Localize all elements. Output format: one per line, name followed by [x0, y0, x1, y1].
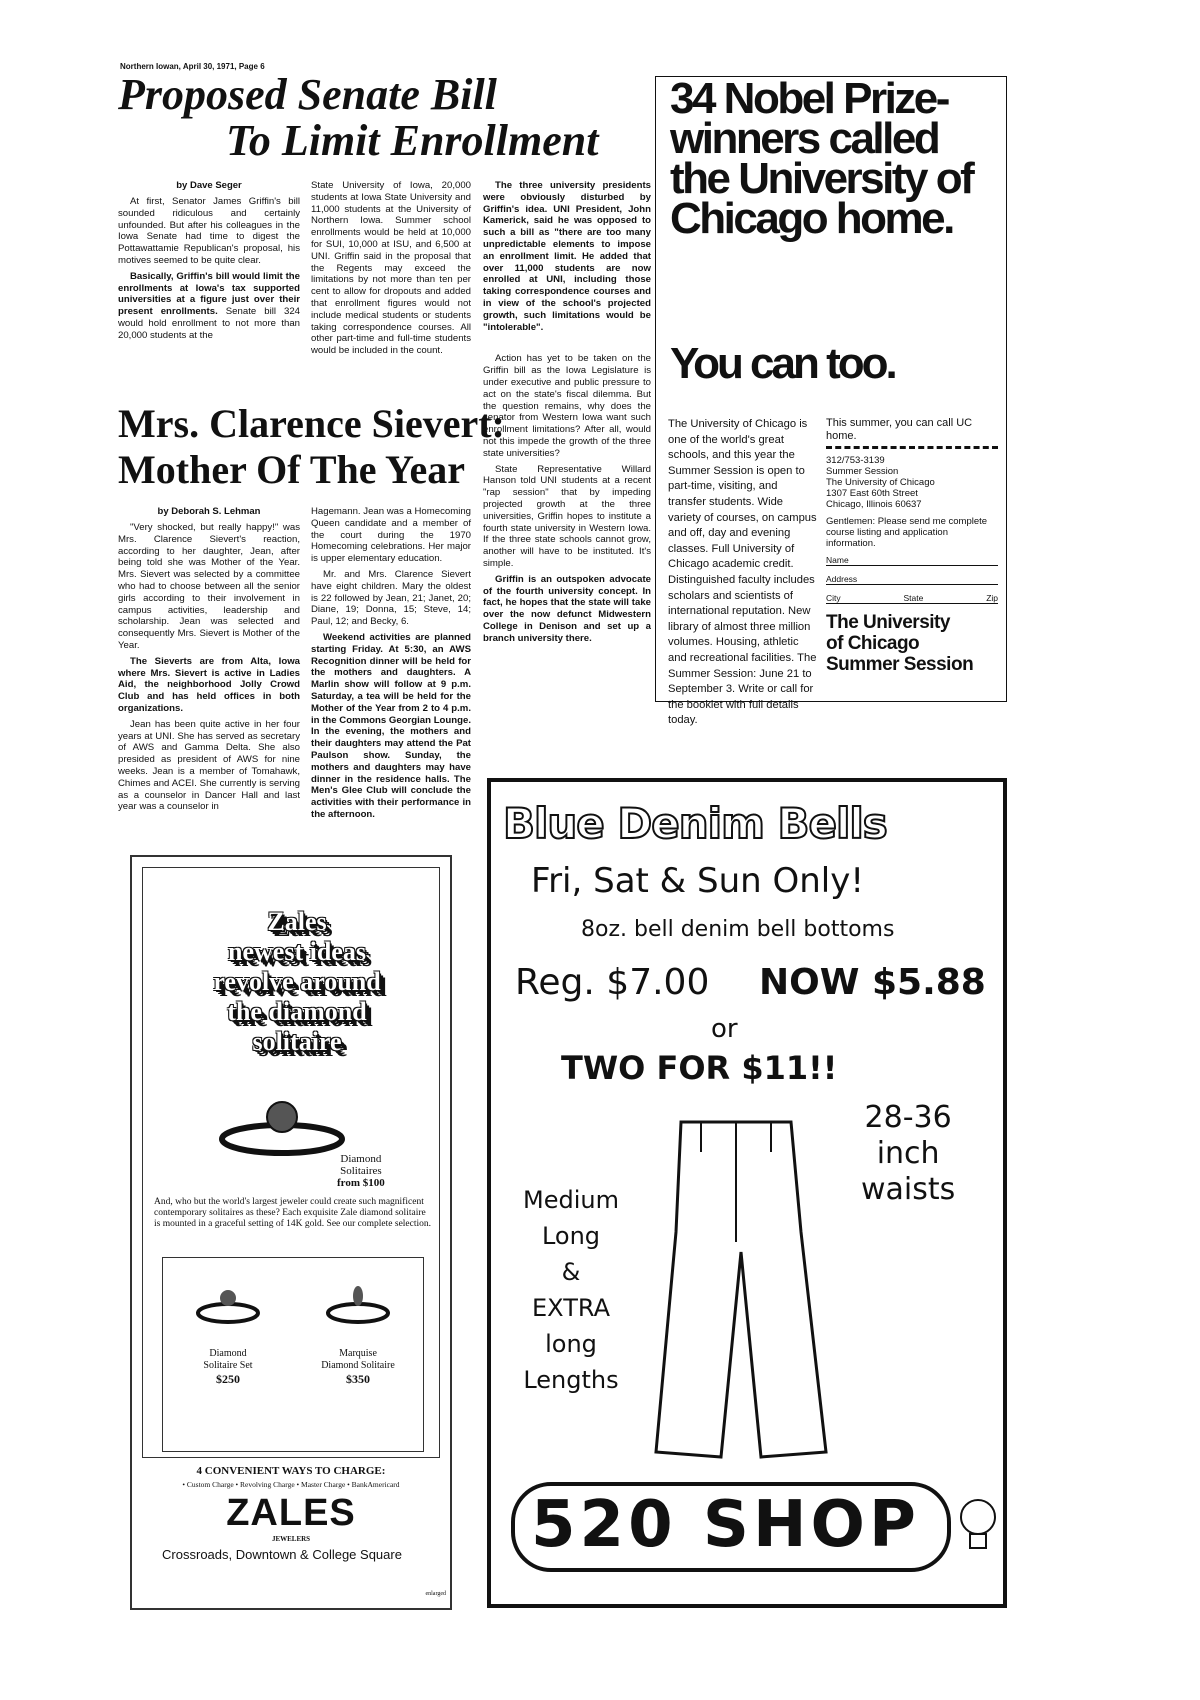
zales-ad	[130, 855, 452, 1610]
blue-denim-bells-ad	[487, 778, 1007, 1608]
item2: Marquise Diamond Solitaire $350	[321, 1348, 395, 1386]
denim-or: or	[711, 1014, 738, 1044]
address-line: 1307 East 60th Street	[826, 488, 918, 499]
address-line: Summer Session	[826, 466, 899, 477]
university-of-chicago-ad	[655, 74, 1007, 727]
two-for-price: TWO FOR $11!!	[561, 1049, 838, 1087]
ring-set-icon	[193, 1278, 263, 1328]
address-line: Chicago, Illinois 60637	[826, 499, 922, 510]
headline2-line1: Mrs. Clarence Sievert:	[118, 401, 505, 446]
coupon-divider	[826, 446, 998, 449]
article2-column2	[311, 506, 471, 825]
paragraph: Hagemann. Jean was a Homecoming Queen candidate and a member of the court during the 1970 Homecoming celebrations. Her major is upper elementary education.	[311, 506, 471, 565]
paragraph: Weekend activities are planned starting Friday. At 5:30, an AWS Recognition dinner will be held for the mothers and daughters. A Marlin show will follow at 9 p.m. Saturday, a tea will be held for the Mother of the Year from 2 to 4 p.m. in the Commons Georgian Lounge. In the evening, the mothers and their daughters may attend the Pat Paulson show. Sunday, the mothers and daughters may have dinner in the residence halls. The Men's Glee Club will conclude the activities with their performance in the afternoon.	[311, 631, 471, 820]
lightbulb-icon	[956, 1492, 1001, 1562]
ad-coupon	[826, 417, 998, 675]
paragraph: Mr. and Mrs. Clarence Sievert have eight children. Mary the oldest is 22 followed by Jean, 21; Janet, 20; Diane, 19; Donna, 15; Steve, 14; Paul, 12; and Becky, 6.	[311, 568, 471, 628]
folio: Northern Iowan, April 30, 1971, Page 6	[120, 62, 265, 71]
phone: 312/753-3139	[826, 455, 885, 466]
regular-price: Reg. $7.00	[515, 962, 710, 1003]
sale-price: NOW $5.88	[759, 962, 986, 1003]
article1-column1	[118, 180, 300, 346]
denim-days: Fri, Sat & Sun Only!	[531, 861, 864, 901]
byline: by Dave Seger	[176, 180, 242, 191]
chicago-logo: The University of Chicago Summer Session	[826, 612, 974, 675]
charge-list: • Custom Charge • Revolving Charge • Master Charge • BankAmericard	[182, 1480, 400, 1489]
headline-line1: Proposed Senate Bill	[118, 70, 497, 119]
headline2-line2: Mother Of The Year	[118, 447, 465, 492]
zales-items-box	[162, 1257, 424, 1452]
headline-line2: To Limit Enrollment	[226, 116, 599, 165]
paragraph: The three university presidents were obviously disturbed by Griffin's idea. UNI President, John Kamerick, said he was opposed to such a bill as "there are too many unpredictable elements to impose an enrollment limit. He added that over 11,000 students are now enrolled at UNI, including those taking correspondence courses and in view of the school's projected growth, such limitations would be "intolerable".	[483, 180, 651, 333]
coupon-request: Gentlemen: Please send me complete course listing and application information.	[826, 516, 988, 549]
marquise-ring-icon	[323, 1278, 393, 1328]
denim-title: Blue Denim Bells	[503, 799, 887, 848]
bell-bottom-pants-drawing	[641, 1112, 841, 1472]
zales-headline: Zales newest ideas revolve around the diamond solitaire	[213, 907, 381, 1056]
shop-name: 520 SHOP	[531, 1488, 920, 1562]
coupon-call: This summer, you can call UC home.	[826, 417, 973, 442]
paragraph: At first, Senator James Griffin's bill sounded ridiculous and certainly unfounded. But after his colleagues in the Iowa Senate had time to digest the Pottawattamie Republican's proposal, his motives seemed to be quite clear.	[118, 196, 300, 266]
denim-desc: 8oz. bell denim bell bottoms	[581, 917, 895, 942]
city-state-zip-field[interactable]: City State Zip	[826, 587, 998, 604]
paragraph: Action has yet to be taken on the Griffin bill as the Iowa Legislature is under executive and public pressure to act on the state's fiscal dilemma. But the question remains, why does the senator from Western Iowa want such enrollment limitations? After all, would not this impede the growth of the three state universities?	[483, 353, 651, 459]
zales-locations: Crossroads, Downtown & College Square	[162, 1547, 402, 1562]
paragraph: The Sieverts are from Alta, Iowa where Mrs. Sievert is active in Ladies Aid, the neighborhood Jolly Crowd Club and has held offices in both organizations.	[118, 655, 300, 714]
paragraph: Griffin is an outspoken advocate of the fourth university concept. In fact, he hopes that the state will take over the now defunct Midwestern College in Denison and set up a branch university there.	[483, 573, 651, 644]
waist-sizes: 28-36 inch waists	[861, 1100, 956, 1207]
item1: Diamond Solitaire Set $250	[203, 1348, 253, 1386]
zales-logo-sub: JEWELERS	[271, 1535, 311, 1543]
paragraph: State Representative Willard Hanson told UNI students at a recent "rap session" that by impeding projected growth at the three universities, Griffin hopes to institute a fourth state university in Western Iowa. If the three state schools cannot grow, another will have to be instituted. It's simple.	[483, 463, 651, 569]
zales-body: And, who but the world's largest jeweler could create such magnificent contemporary solitaires as these? Each exquisite Zale diamond solitaire is mounted in a graceful setting of 14K gold. See our complete selection.	[154, 1197, 432, 1229]
paragraph: Basically, Griffin's bill would limit the enrollments at Iowa's tax supported universities at a figure just over their present enrollments. Senate bill 324 would hold enrollment to not more than 20,000 students at the	[118, 270, 301, 341]
name-field[interactable]: Name	[826, 549, 998, 566]
ad-tagline: You can too.	[670, 339, 895, 388]
byline: by Deborah S. Lehman	[157, 506, 261, 517]
diamond-ring-icon	[217, 1097, 347, 1157]
enlarged-note: enlarged	[425, 1591, 446, 1597]
ad-headline: 34 Nobel Prize-winners called the University of Chicago home.	[670, 74, 973, 243]
ad-body: The University of Chicago is one of the world's great schools, and this year the Summer Session is open to part-time, visiting, and transfer students. Wide variety of courses, on campus and off, day and evening classes. Full University of Chicago academic credit. Distinguished faculty includes scholars and scientists of international reputation. New library of almost three million volumes. Housing, athletic and recreational facilities. The Summer Session: June 21 to September 3. Write or call for the booklet with full details today.	[668, 418, 817, 727]
zales-logo: ZALES	[226, 1492, 356, 1534]
address-field[interactable]: Address	[826, 568, 998, 585]
article2-column1	[118, 506, 300, 817]
lengths-note: Medium Long & EXTRA long Lengths	[523, 1186, 619, 1394]
article1-column3	[483, 180, 651, 648]
paragraph: Jean has been quite active in her four years at UNI. She has served as secretary of AWS and Gamma Delta. She also presided as president of AWS for nine weeks. Jean is a member of Tomahawk, Chimes and ACEI. She currently is serving as a counselor in Dancer Hall and last year was a counselor in	[118, 718, 300, 813]
charge-title: 4 CONVENIENT WAYS TO CHARGE:	[196, 1465, 386, 1477]
ring1-caption: Diamond Solitaires from $100	[337, 1153, 385, 1189]
paragraph: State University of Iowa, 20,000 students at Iowa State University and 11,000 students at the University of Northern Iowa. Summer school enrollments would be held at 10,000 for SUI, 10,000 at ISU, and 6,500 at UNI. Griffin said in the proposal that the Regents may exceed the limitations by not more than ten per cent to allow for dropouts and added that enrollment figures would not include medical students or students taking correspondence courses. All other part-time and full-time students would be included in the count.	[311, 180, 471, 357]
paragraph: "Very shocked, but really happy!" was Mrs. Clarence Sievert's reaction, according to her daughter, Jean, after being told she was Mother of the Year. Mrs. Sievert was selected by a committee who had to choose between all the senior girls according to their involvement in campus activities, leadership and scholarship. Jean was selected and consequently Mrs. Sievert is Mother of the Year.	[118, 522, 300, 651]
article1-column2	[311, 180, 471, 361]
address-line: The University of Chicago	[826, 477, 935, 488]
